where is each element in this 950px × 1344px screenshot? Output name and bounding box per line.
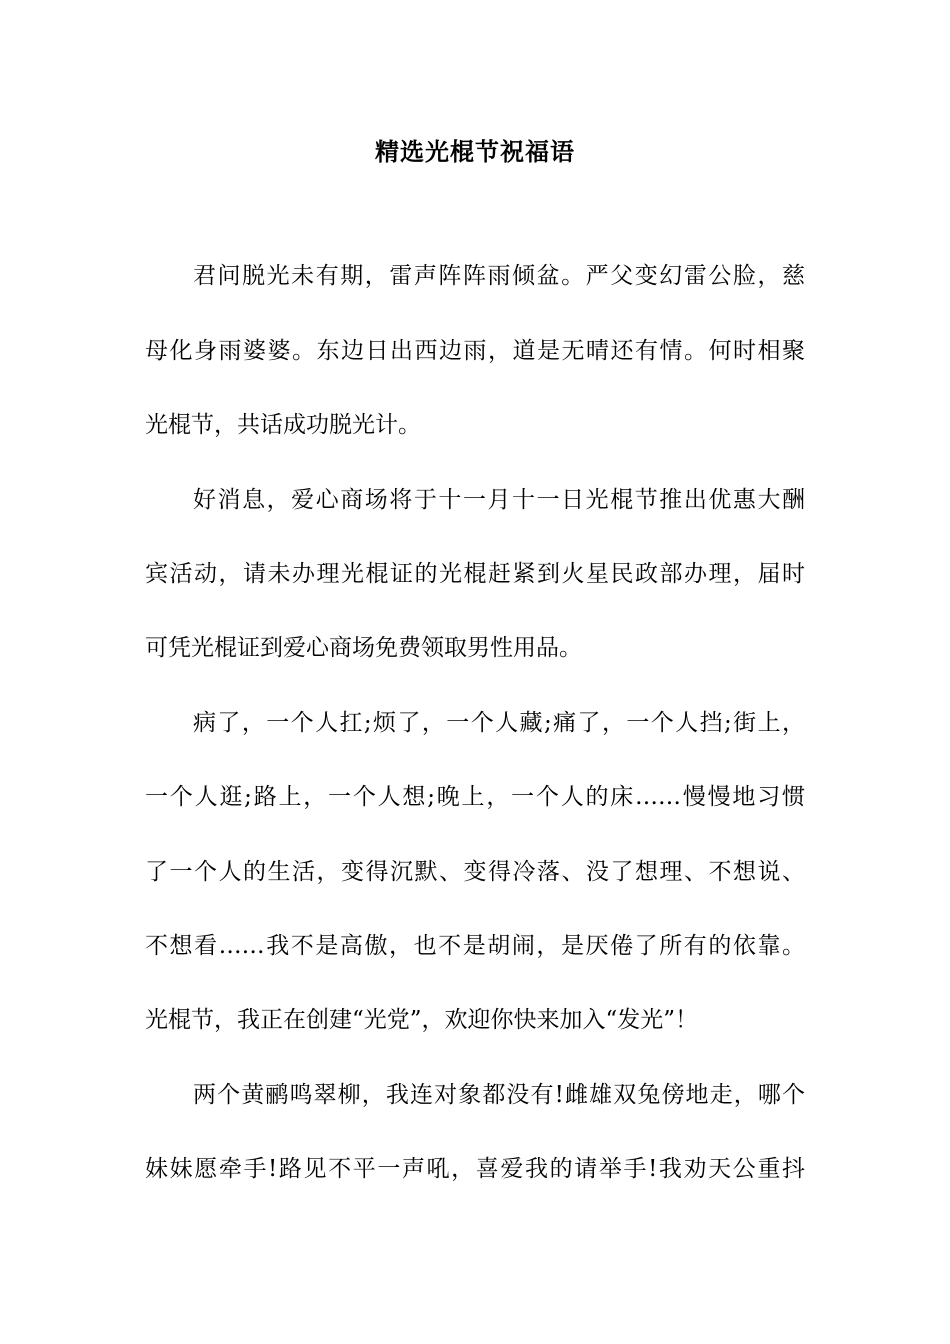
paragraph-1-line-2: 母化身雨婆婆。东边日出西边雨，道是无晴还有情。何时相聚 — [145, 338, 805, 364]
paragraph-3-line-5: 光棍节，我正在创建“光党”，欢迎你快来加入“发光”！ — [145, 1007, 699, 1033]
paragraph-4-line-2: 妹妹愿牵手!路见不平一声吼，喜爱我的请举手!我劝天公重抖 — [145, 1156, 805, 1182]
paragraph-4-line-1: 两个黄鹂鸣翠柳，我连对象都没有!雌雄双兔傍地走，哪个 — [193, 1082, 805, 1108]
paragraph-3-line-4: 不想看……我不是高傲，也不是胡闹，是厌倦了所有的依靠。 — [145, 933, 805, 959]
paragraph-2-line-1: 好消息，爱心商场将于十一月十一日光棍节推出优惠大酬 — [193, 487, 805, 513]
paragraph-2-line-3: 可凭光棍证到爱心商场免费领取男性用品。 — [145, 635, 582, 661]
paragraph-2-line-2: 宾活动，请未办理光棍证的光棍赶紧到火星民政部办理，届时 — [145, 561, 805, 587]
document-title: 精选光棍节祝福语 — [375, 137, 575, 166]
paragraph-3-line-1: 病了，一个人扛;烦了，一个人藏;痛了，一个人挡;街上， — [193, 710, 805, 736]
paragraph-1-line-3: 光棍节，共话成功脱光计。 — [145, 412, 421, 438]
paragraph-3-line-3: 了一个人的生活，变得沉默、变得冷落、没了想理、不想说、 — [145, 859, 805, 885]
paragraph-1-line-1: 君问脱光未有期，雷声阵阵雨倾盆。严父变幻雷公脸，慈 — [193, 263, 805, 289]
paragraph-3-line-2: 一个人逛;路上，一个人想;晚上，一个人的床……慢慢地习惯 — [145, 784, 805, 810]
